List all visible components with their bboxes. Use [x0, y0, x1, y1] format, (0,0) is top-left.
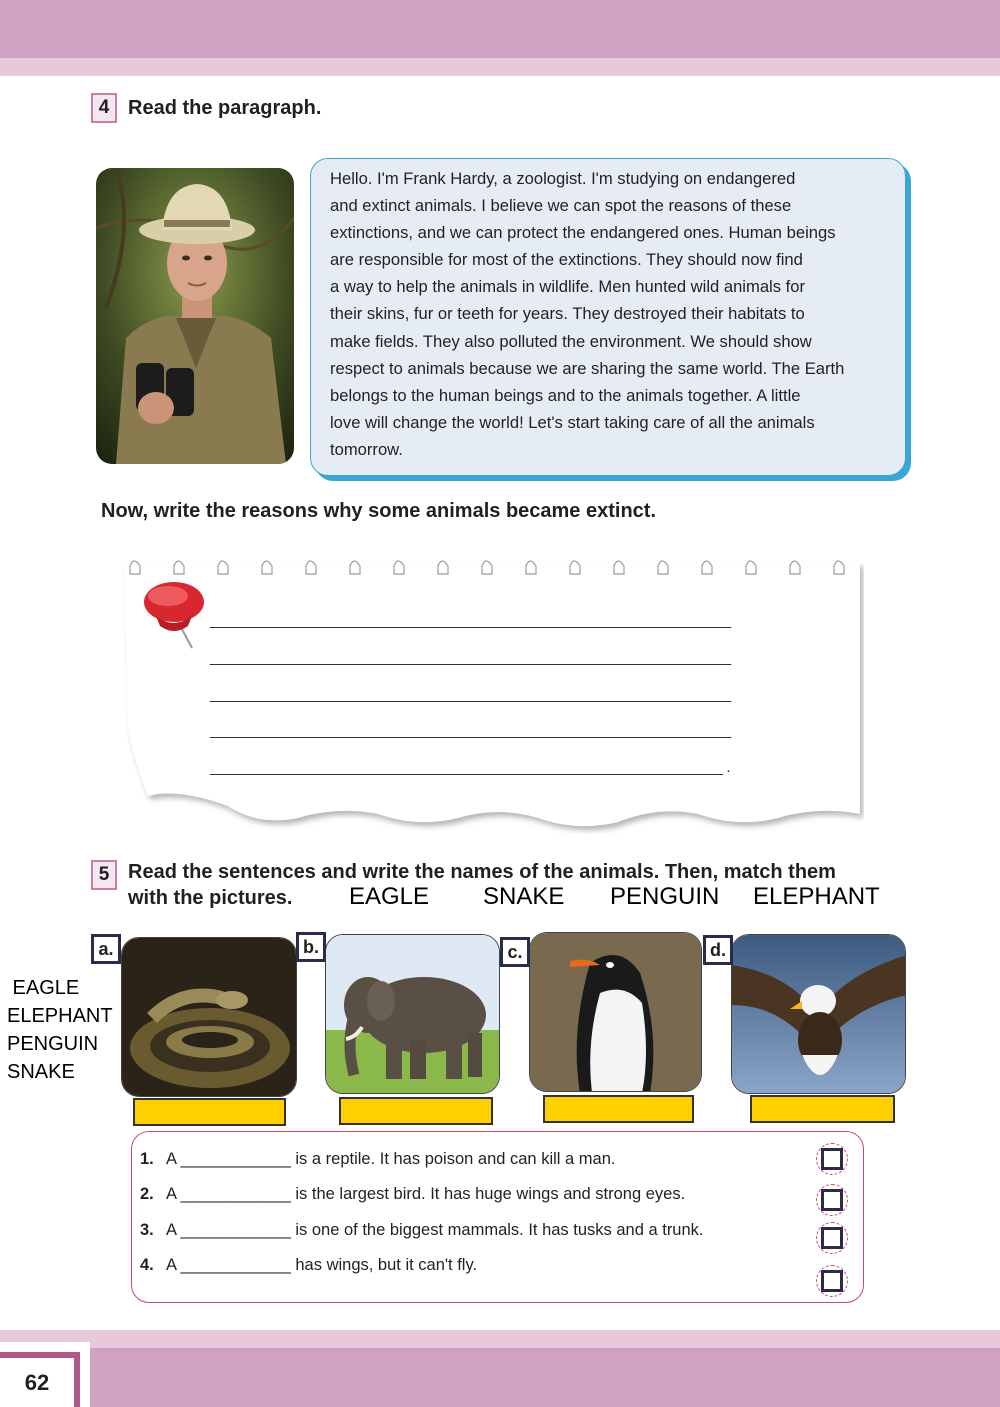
paragraph-line: Hello. I'm Frank Hardy, a zoologist. I'm studying on endangered — [330, 169, 796, 188]
picture-letter-d: d. — [703, 935, 733, 965]
picture-letter-a: a. — [91, 934, 121, 964]
question-number: 1. — [140, 1150, 154, 1168]
question-text: A ____________ has wings, but it can't fly. — [166, 1256, 478, 1274]
top-band-light — [0, 58, 1000, 76]
page-number: 62 — [0, 1352, 80, 1407]
answer-box-d[interactable] — [750, 1095, 895, 1123]
writing-prompt: Now, write the reasons why some animals became extinct. — [101, 500, 657, 522]
zoologist-photo — [96, 168, 294, 464]
top-band — [0, 0, 1000, 58]
side-word: SNAKE — [7, 1061, 75, 1083]
match-box-1[interactable] — [816, 1143, 848, 1175]
word-bank-elephant: ELEPHANT — [753, 883, 880, 910]
bottom-band — [0, 1348, 1000, 1407]
side-word: PENGUIN — [7, 1033, 99, 1055]
exercise-5-title-line1: Read the sentences and write the names of the animals. Then, match them — [128, 861, 836, 883]
question-text: A ____________ is a reptile. It has poison and can kill a man. — [166, 1150, 616, 1168]
paragraph-line: make fields. They also polluted the environment. We should show — [330, 331, 812, 351]
question-1 — [140, 1150, 615, 1169]
bottom-band-light — [0, 1330, 1000, 1348]
paragraph-line: love will change the world! Let's start taking care of all the animals — [330, 412, 815, 432]
answer-box-b[interactable] — [339, 1097, 493, 1125]
paragraph-line: belongs to the human beings and to the animals together. A little — [330, 385, 801, 405]
paragraph-line: are responsible for most of the extinctions. They should now find — [330, 250, 803, 270]
question-4 — [140, 1256, 477, 1275]
question-2 — [140, 1185, 685, 1204]
paragraph-line: extinctions, and we can protect the endangered ones. Human beings — [330, 223, 836, 243]
exercise-number-4: 4 — [91, 93, 117, 123]
answer-line[interactable]: ______________________________________________________________ — [210, 686, 731, 703]
answer-box-a[interactable] — [133, 1098, 286, 1126]
answer-line[interactable]: ______________________________________________________________ — [210, 649, 731, 666]
question-number: 4. — [140, 1256, 154, 1274]
picture-elephant — [325, 934, 500, 1094]
match-box-3[interactable] — [816, 1222, 848, 1254]
paragraph-line: their skins, fur or teeth for years. They destroyed their habitats to — [330, 304, 805, 324]
question-text: A ____________ is the largest bird. It has huge wings and strong eyes. — [166, 1185, 686, 1203]
side-word: ELEPHANT — [7, 1005, 113, 1027]
word-bank-snake: SNAKE — [483, 883, 565, 910]
picture-letter-c: c. — [500, 937, 530, 967]
paragraph-line: respect to animals because we are sharing the same world. The Earth — [330, 358, 845, 378]
paragraph-line: and extinct animals. I believe we can spot the reasons of these — [330, 196, 792, 216]
match-box-2[interactable] — [816, 1184, 848, 1216]
picture-snake — [121, 937, 297, 1097]
side-word: EAGLE — [7, 977, 80, 999]
word-bank-eagle: EAGLE — [349, 883, 430, 910]
paragraph-line: a way to help the animals in wildlife. Men hunted wild animals for — [330, 277, 806, 297]
match-box-4[interactable] — [816, 1265, 848, 1297]
answer-line[interactable]: _____________________________________________________________ . — [210, 759, 731, 776]
paragraph-line: tomorrow. — [330, 439, 403, 459]
question-text: A ____________ is one of the biggest mammals. It has tusks and a trunk. — [166, 1221, 704, 1239]
answer-box-c[interactable] — [543, 1095, 694, 1123]
exercise-4-title: Read the paragraph. — [128, 97, 322, 119]
answer-line[interactable]: ______________________________________________________________ — [210, 612, 731, 629]
word-bank-penguin: PENGUIN — [610, 883, 720, 910]
answer-line[interactable]: ______________________________________________________________ — [210, 722, 731, 739]
picture-penguin — [529, 932, 702, 1092]
picture-eagle — [731, 934, 906, 1094]
paragraph-box — [310, 158, 906, 476]
question-number: 2. — [140, 1185, 154, 1203]
picture-letter-b: b. — [296, 932, 326, 962]
side-word-list — [7, 974, 113, 1086]
question-number: 3. — [140, 1221, 154, 1239]
question-3 — [140, 1221, 704, 1240]
exercise-5-title-line2: with the pictures. — [128, 887, 293, 909]
exercise-number-5: 5 — [91, 860, 117, 890]
